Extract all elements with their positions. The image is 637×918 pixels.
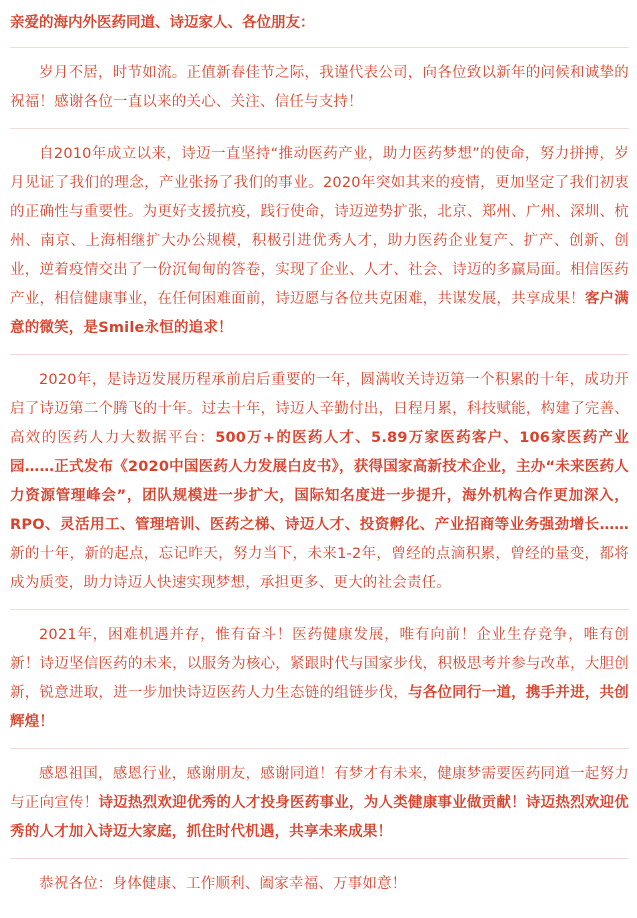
divider — [10, 47, 629, 48]
greeting-line: 亲爱的海内外医药同道、诗迈家人、各位朋友： — [10, 15, 315, 31]
review-intro: 2020年，是诗迈发展历程承前启后重要的一年，圆满收关诗迈第一个积累的十年，成功开启了诗迈第二个腾飞的十年。过去十年，诗迈人辛勤付出，日程月累，科技赋能，构建了完善、高效的医药人力大数据平台： — [10, 372, 629, 446]
paragraph-new-year-greeting: 岁月不居，时节如流。正值新春佳节之际，我谨代表公司，向各位致以新年的问候和诚挚的祝福！感谢各位一直以来的关心、关注、信任与支持！ — [10, 65, 629, 110]
divider — [10, 858, 629, 859]
review-outlook: 新的十年，新的起点，忘记昨天，努力当下，未来1-2年，曾经的点滴积累，曾经的量变，都将成为质变，助力诗迈人快速实现梦想，承担更多、更大的社会责任。 — [10, 546, 629, 591]
divider — [10, 748, 629, 749]
gratitude-invitation: 诗迈热烈欢迎优秀的人才投身医药事业，为人类健康事业做贡献！诗迈热烈欢迎优秀的人才加入诗迈大家庭，抓住时代机遇，共享未来成果！ — [10, 795, 629, 840]
paragraph-2021-vision — [10, 621, 629, 737]
paragraph-closing-wishes: 恭祝各位：身体健康、工作顺利、阖家幸福、万事如意！ — [39, 876, 407, 892]
divider — [10, 609, 629, 610]
paragraph-gratitude — [10, 760, 629, 847]
history-slogan: 客户满意的微笑，是Smile永恒的追求！ — [10, 291, 629, 336]
divider — [10, 128, 629, 129]
review-achievements: 500万+的医药人才、5.89万家医药客户、106家医药产业园……正式发布《2020中国医药人力发展白皮书》，获得国家高新技术企业，主办“未来医药人力资源管理峰会”，团队规模进一步扩大，国际知名度进一步提升，海外机构合作更加深入，RPO、灵活用工、管理培训、医药之梯、诗迈人才、投资孵化、产业招商等业务强劲增长…… — [10, 430, 629, 533]
paragraph-2020-review — [10, 366, 629, 598]
divider — [10, 354, 629, 355]
gratitude-text: 感恩祖国，感恩行业，感谢朋友，感谢同道！有梦才有未来，健康梦需要医药同道一起努力与正向宣传！ — [10, 766, 629, 811]
history-text: 自2010年成立以来，诗迈一直坚持“推动医药产业，助力医药梦想”的使命，努力拼搏，岁月见证了我们的理念，产业张扬了我们的事业。2020年突如其来的疫情，更加坚定了我们初衷的正确性与重要性。为更好支援抗疫，践行使命，诗迈逆势扩张，北京、郑州、广州、深圳、杭州、南京、上海相继扩大办公规模，积极引进优秀人才，助力医药企业复产、扩产、创新、创业，逆着疫情交出了一份沉甸甸的答卷，实现了企业、人才、社会、诗迈的多赢局面。相信医药产业，相信健康事业，在任何困难面前，诗迈愿与各位共克困难，共谋发展，共享成果！ — [10, 146, 629, 307]
vision-slogan: 与各位同行一道，携手并进，共创辉煌！ — [10, 685, 629, 730]
paragraph-company-history — [10, 140, 629, 343]
vision-text: 2021年，困难机遇并存，惟有奋斗！医药健康发展，唯有向前！企业生存竞争，唯有创新！诗迈坚信医药的未来，以服务为核心，紧跟时代与国家步伐，积极思考并参与改革，大胆创新，锐意进取，进一步加快诗迈医药人力生态链的组链步伐， — [10, 627, 629, 701]
